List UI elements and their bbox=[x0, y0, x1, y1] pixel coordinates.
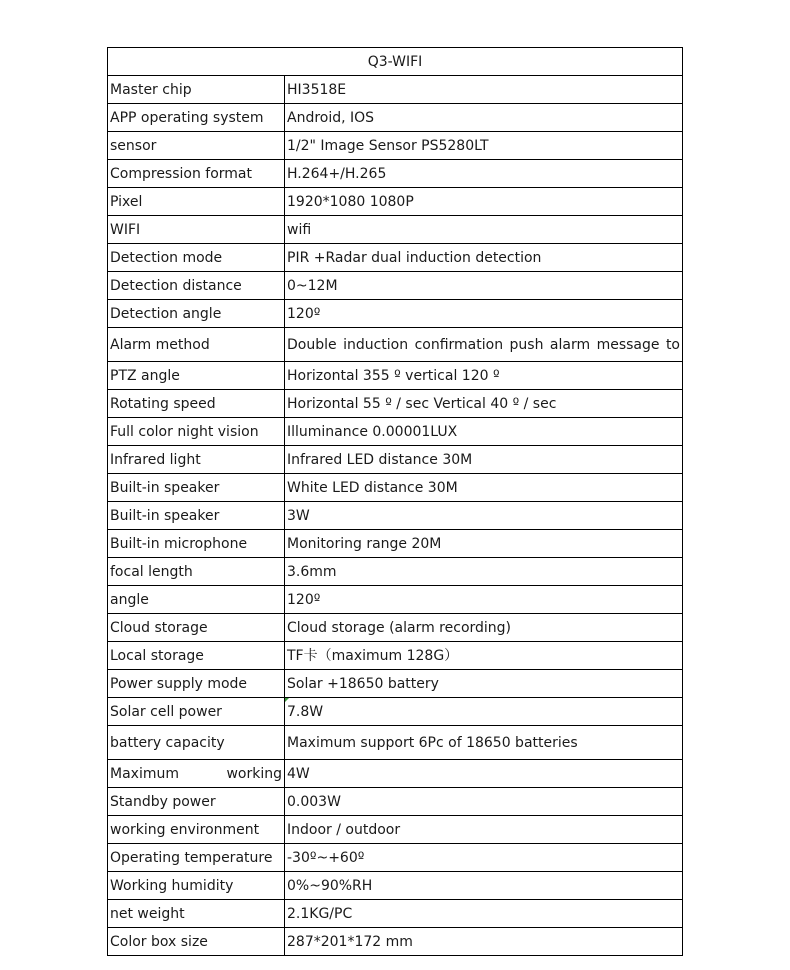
spec-label: Color box size bbox=[108, 928, 285, 956]
spec-label: Standby power bbox=[108, 788, 285, 816]
spec-label: Cloud storage bbox=[108, 614, 285, 642]
table-row bbox=[108, 244, 683, 272]
spec-label: Working humidity bbox=[108, 872, 285, 900]
table-row bbox=[108, 300, 683, 328]
table-row bbox=[108, 216, 683, 244]
spec-label: WIFI bbox=[108, 216, 285, 244]
spec-value: Android, IOS bbox=[285, 104, 683, 132]
spec-value: wifi bbox=[285, 216, 683, 244]
table-row bbox=[108, 872, 683, 900]
spec-value: 0%~90%RH bbox=[285, 872, 683, 900]
table-row bbox=[108, 188, 683, 216]
spec-value: H.264+/H.265 bbox=[285, 160, 683, 188]
spec-label: Full color night vision bbox=[108, 418, 285, 446]
spec-label: Detection distance bbox=[108, 272, 285, 300]
spec-value: 1920*1080 1080P bbox=[285, 188, 683, 216]
table-row bbox=[108, 446, 683, 474]
spec-value: HI3518E bbox=[285, 76, 683, 104]
table-row bbox=[108, 502, 683, 530]
spec-label: Compression format bbox=[108, 160, 285, 188]
spec-label: Detection mode bbox=[108, 244, 285, 272]
spec-label: Local storage bbox=[108, 642, 285, 670]
spec-label: PTZ angle bbox=[108, 362, 285, 390]
spec-value: 0.003W bbox=[285, 788, 683, 816]
spec-value: Indoor / outdoor bbox=[285, 816, 683, 844]
table-row bbox=[108, 104, 683, 132]
table-row bbox=[108, 132, 683, 160]
spec-value: 120º bbox=[285, 300, 683, 328]
spec-label: Rotating speed bbox=[108, 390, 285, 418]
spec-label: Infrared light bbox=[108, 446, 285, 474]
table-row bbox=[108, 900, 683, 928]
spec-label: Maximum working bbox=[108, 760, 285, 788]
title-row bbox=[108, 48, 683, 76]
spec-label: Alarm method bbox=[108, 328, 285, 362]
spec-label: Power supply mode bbox=[108, 670, 285, 698]
table-row bbox=[108, 362, 683, 390]
table-row bbox=[108, 726, 683, 760]
spec-value: Horizontal 355 º vertical 120 º bbox=[285, 362, 683, 390]
table-row bbox=[108, 928, 683, 956]
spec-label: battery capacity bbox=[108, 726, 285, 760]
table-row bbox=[108, 788, 683, 816]
spec-value: 1/2" Image Sensor PS5280LT bbox=[285, 132, 683, 160]
spec-value: White LED distance 30M bbox=[285, 474, 683, 502]
spec-value: Infrared LED distance 30M bbox=[285, 446, 683, 474]
table-row bbox=[108, 474, 683, 502]
table-row bbox=[108, 698, 683, 726]
spec-value: Horizontal 55 º / sec Vertical 40 º / sec bbox=[285, 390, 683, 418]
spec-label: angle bbox=[108, 586, 285, 614]
table-row bbox=[108, 844, 683, 872]
spec-label: Built-in microphone bbox=[108, 530, 285, 558]
spec-value: Cloud storage (alarm recording) bbox=[285, 614, 683, 642]
spec-value: 7.8W bbox=[285, 698, 683, 726]
table-row bbox=[108, 816, 683, 844]
spec-table-body bbox=[108, 48, 683, 956]
table-row bbox=[108, 418, 683, 446]
table-row bbox=[108, 390, 683, 418]
spec-value: Maximum support 6Pc of 18650 batteries bbox=[285, 726, 683, 760]
spec-value: 2.1KG/PC bbox=[285, 900, 683, 928]
spec-label: focal length bbox=[108, 558, 285, 586]
spec-value: Solar +18650 battery bbox=[285, 670, 683, 698]
table-row bbox=[108, 586, 683, 614]
spec-label: Pixel bbox=[108, 188, 285, 216]
spec-value: Double induction confirmation push alarm message to bbox=[285, 328, 683, 362]
spec-label: Solar cell power bbox=[108, 698, 285, 726]
spec-label: APP operating system bbox=[108, 104, 285, 132]
spec-label: Master chip bbox=[108, 76, 285, 104]
spec-table bbox=[107, 47, 683, 956]
table-row bbox=[108, 558, 683, 586]
spec-value: 287*201*172 mm bbox=[285, 928, 683, 956]
table-title: Q3-WIFI bbox=[108, 48, 683, 76]
spec-value: 0~12M bbox=[285, 272, 683, 300]
spec-value: 120º bbox=[285, 586, 683, 614]
table-row bbox=[108, 76, 683, 104]
spec-value: 3W bbox=[285, 502, 683, 530]
spec-label: working environment bbox=[108, 816, 285, 844]
spec-value: 3.6mm bbox=[285, 558, 683, 586]
spec-value: -30º~+60º bbox=[285, 844, 683, 872]
table-row bbox=[108, 328, 683, 362]
spec-value: Illuminance 0.00001LUX bbox=[285, 418, 683, 446]
spec-label: Operating temperature bbox=[108, 844, 285, 872]
table-row bbox=[108, 272, 683, 300]
table-row bbox=[108, 160, 683, 188]
spec-value: 4W bbox=[285, 760, 683, 788]
spec-value: PIR +Radar dual induction detection bbox=[285, 244, 683, 272]
spec-label: Built-in speaker bbox=[108, 502, 285, 530]
table-row bbox=[108, 614, 683, 642]
spec-value: Monitoring range 20M bbox=[285, 530, 683, 558]
table-row bbox=[108, 642, 683, 670]
spec-label: Detection angle bbox=[108, 300, 285, 328]
spec-label: net weight bbox=[108, 900, 285, 928]
spec-label: sensor bbox=[108, 132, 285, 160]
spec-value: TF卡（maximum 128G） bbox=[285, 642, 683, 670]
table-row bbox=[108, 530, 683, 558]
table-row bbox=[108, 760, 683, 788]
spec-label: Built-in speaker bbox=[108, 474, 285, 502]
table-row bbox=[108, 670, 683, 698]
